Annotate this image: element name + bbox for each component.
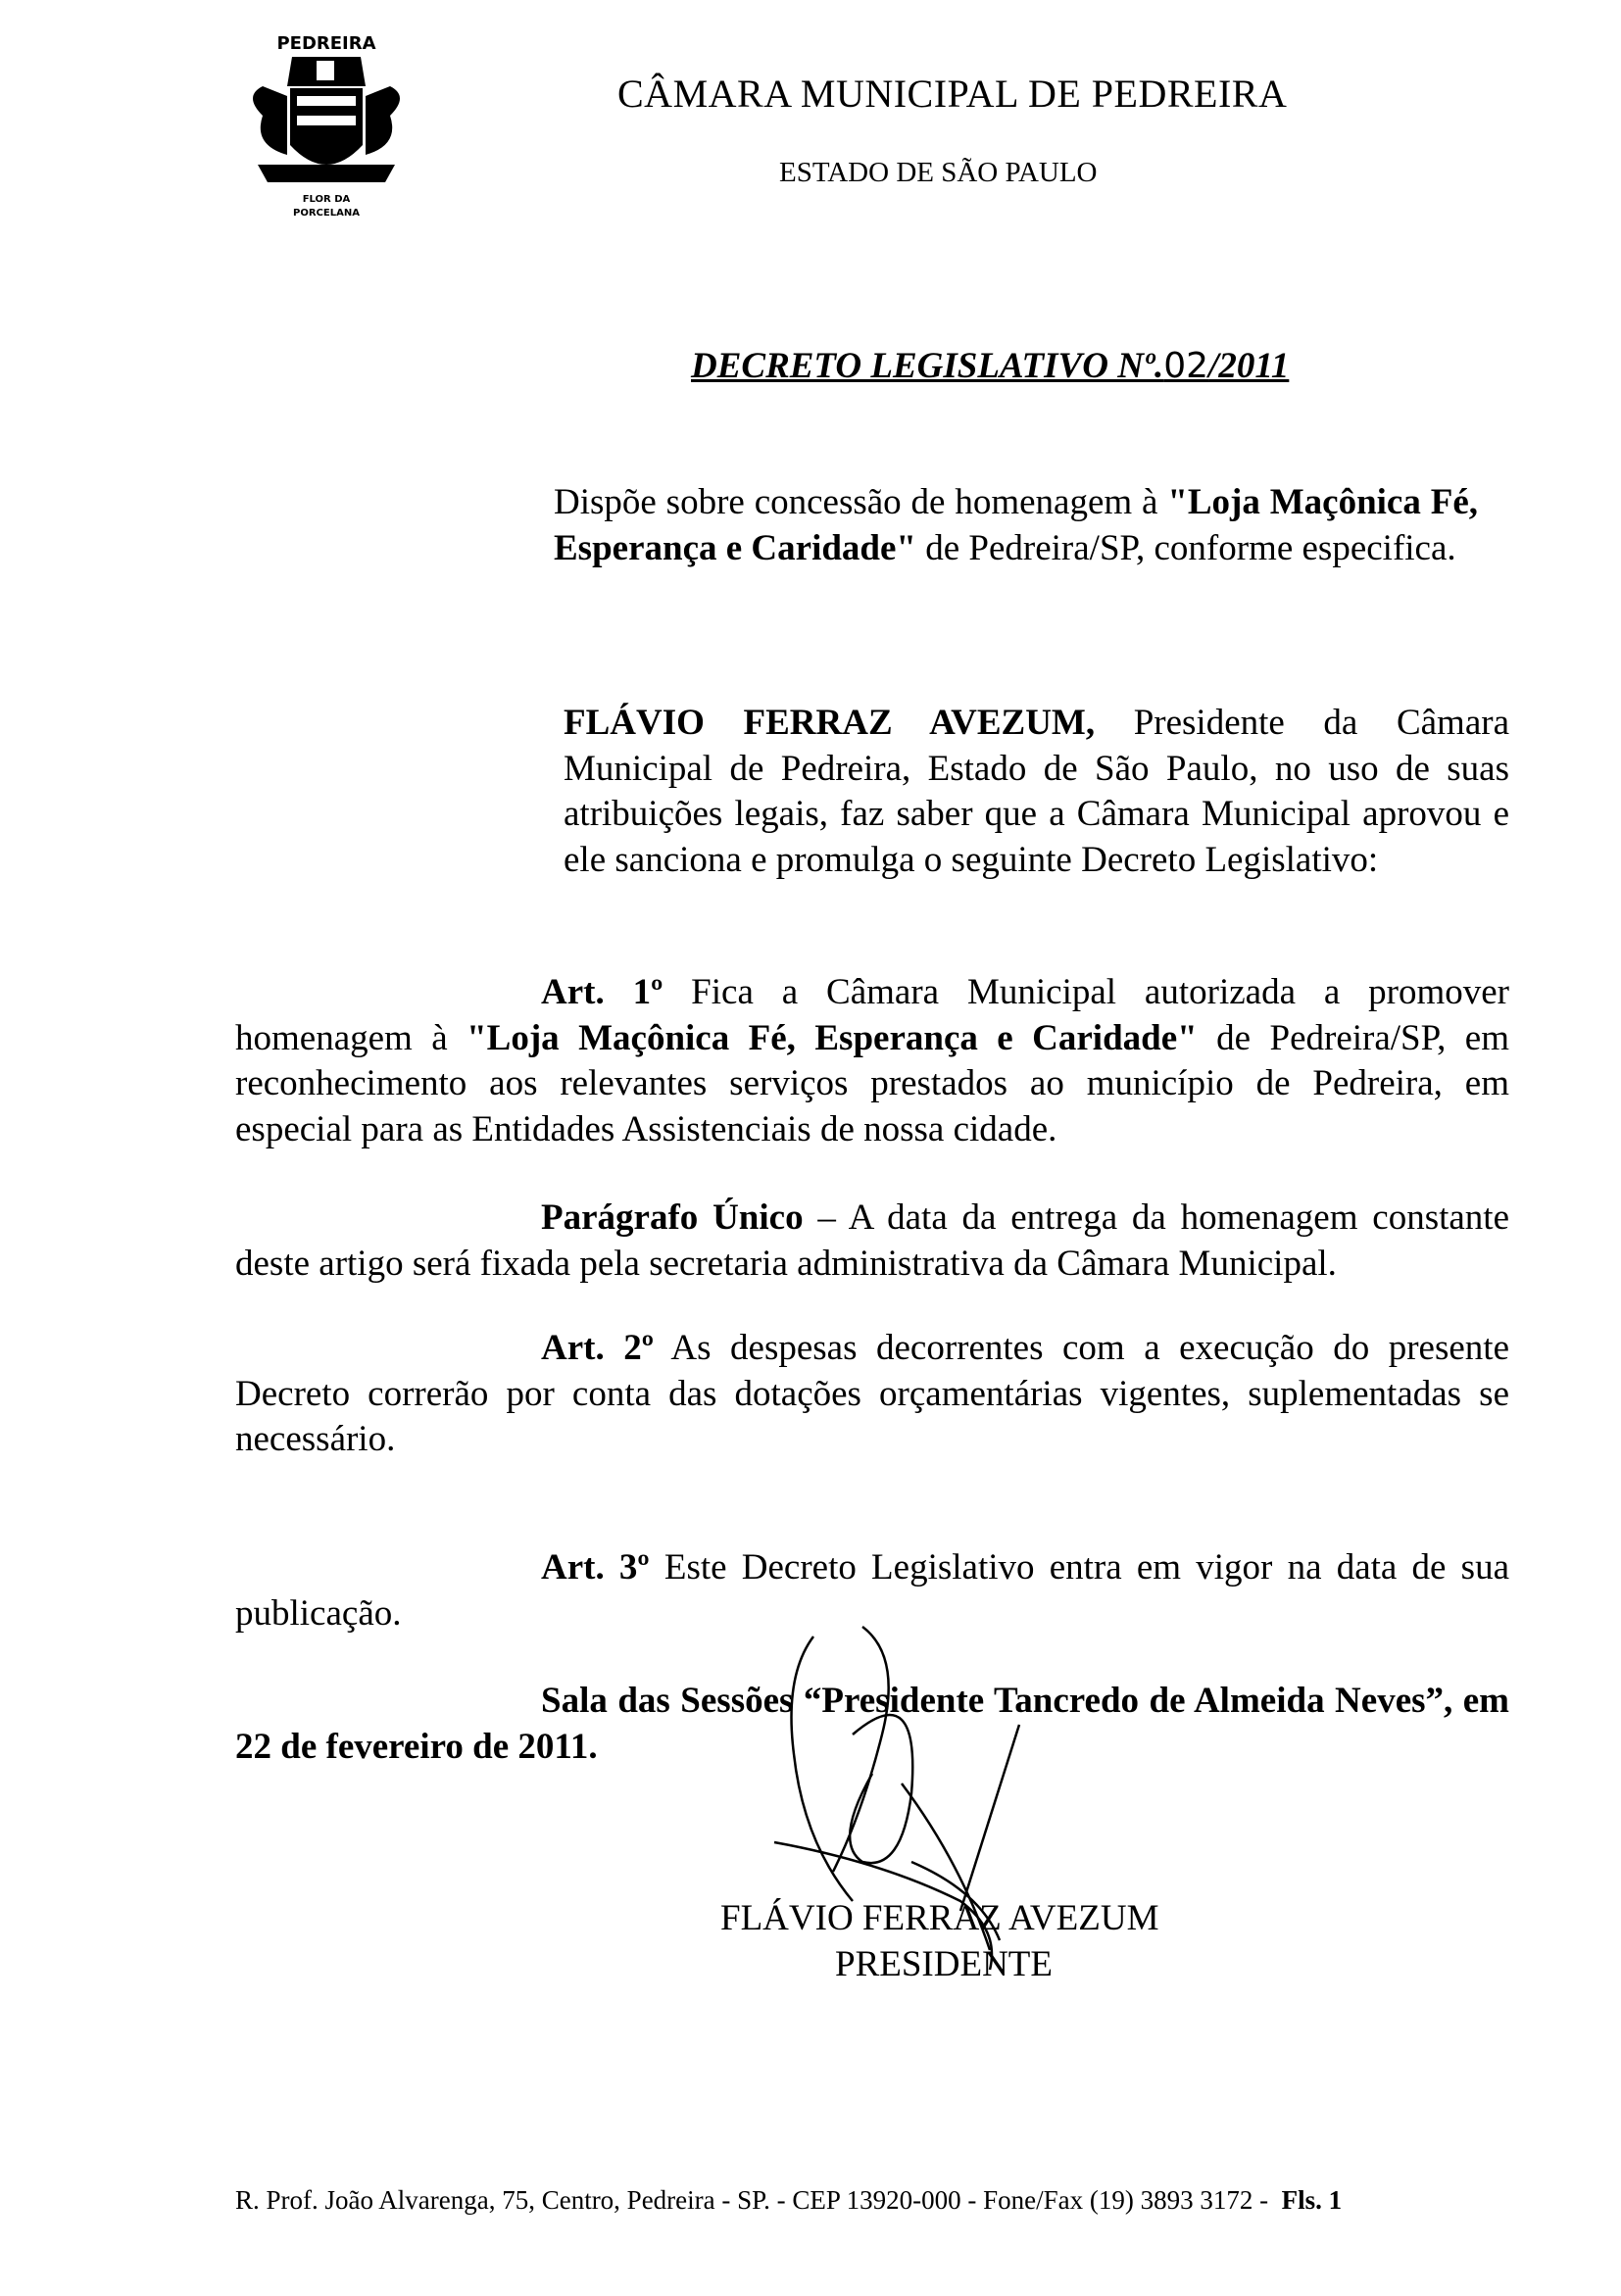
- page-number: Fls. 1: [1281, 2185, 1343, 2215]
- article-3-label: Art. 3º: [541, 1547, 650, 1588]
- footer-address: [235, 2185, 1342, 2216]
- decree-year: /2011: [1208, 346, 1290, 386]
- svg-text:FLOR DA: FLOR DA: [302, 194, 351, 205]
- ementa-honoree: "Loja Maçônica Fé, Esperança e Caridade": [554, 482, 1478, 568]
- paragrafo-text: – A data da entrega da homenagem constante deste artigo será fixada pela secretaria administrativa da Câmara Municipal.: [235, 1197, 1509, 1284]
- coat-of-arms-logo: [243, 27, 410, 223]
- article-1: [235, 970, 1509, 1152]
- article-3-text: Este Decreto Legislativo entra em vigor na data de sua publicação.: [235, 1547, 1509, 1634]
- svg-text:PEDREIRA: PEDREIRA: [276, 33, 376, 54]
- article-1-honoree: "Loja Maçônica Fé, Esperança e Caridade": [467, 1017, 1198, 1058]
- institution-title: CÂMARA MUNICIPAL DE PEDREIRA: [617, 72, 1288, 116]
- ementa: [554, 480, 1478, 571]
- article-1-label: Art. 1º: [541, 972, 663, 1012]
- article-1-text-end: de Pedreira/SP, em reconhecimento aos relevantes serviços prestados ao município de Pedreira, em especial para as Entidades Assistenciais de nossa cidade.: [235, 1017, 1510, 1149]
- svg-text:PORCELANA: PORCELANA: [293, 208, 360, 219]
- paragrafo-unico: [235, 1196, 1509, 1287]
- paragrafo-label: Parágrafo Único: [541, 1197, 804, 1238]
- president-name: FLÁVIO FERRAZ AVEZUM,: [564, 703, 1096, 743]
- article-2: [235, 1326, 1509, 1463]
- signatory-role: PRESIDENTE: [835, 1944, 1053, 1984]
- decree-number: 02: [1163, 346, 1209, 386]
- intro-text: Presidente da Câmara Municipal de Pedreira, Estado de São Paulo, no uso de suas atribuições legais, faz saber que a Câmara Municipal aprovou e ele sanciona e promulga o seguinte Decreto Legislativo:: [564, 703, 1510, 880]
- session-closing-text: Sala das Sessões “Presidente Tancredo de Almeida Neves”, em 22 de fevereiro de 2011.: [235, 1681, 1509, 1767]
- institution-subtitle: ESTADO DE SÃO PAULO: [779, 157, 1098, 188]
- article-2-text: As despesas decorrentes com a execução do presente Decreto correrão por conta das dotações orçamentárias vigentes, suplementadas se necessário.: [235, 1328, 1509, 1459]
- decree-prefix: DECRETO LEGISLATIVO Nº.: [691, 346, 1164, 386]
- article-2-label: Art. 2º: [541, 1328, 654, 1368]
- address-text: R. Prof. João Alvarenga, 75, Centro, Pedreira - SP. - CEP 13920-000 - Fone/Fax (19) 3893 3172 -: [235, 2185, 1269, 2215]
- article-1-text: Fica a Câmara Municipal autorizada a promover homenagem à: [235, 972, 1510, 1058]
- signatory-name: FLÁVIO FERRAZ AVEZUM: [720, 1898, 1159, 1938]
- ementa-text-end: de Pedreira/SP, conforme especifica.: [915, 527, 1456, 568]
- decree-title: [691, 345, 1289, 387]
- ementa-text: Dispõe sobre concessão de homenagem à: [554, 482, 1168, 522]
- intro-paragraph: [564, 701, 1509, 883]
